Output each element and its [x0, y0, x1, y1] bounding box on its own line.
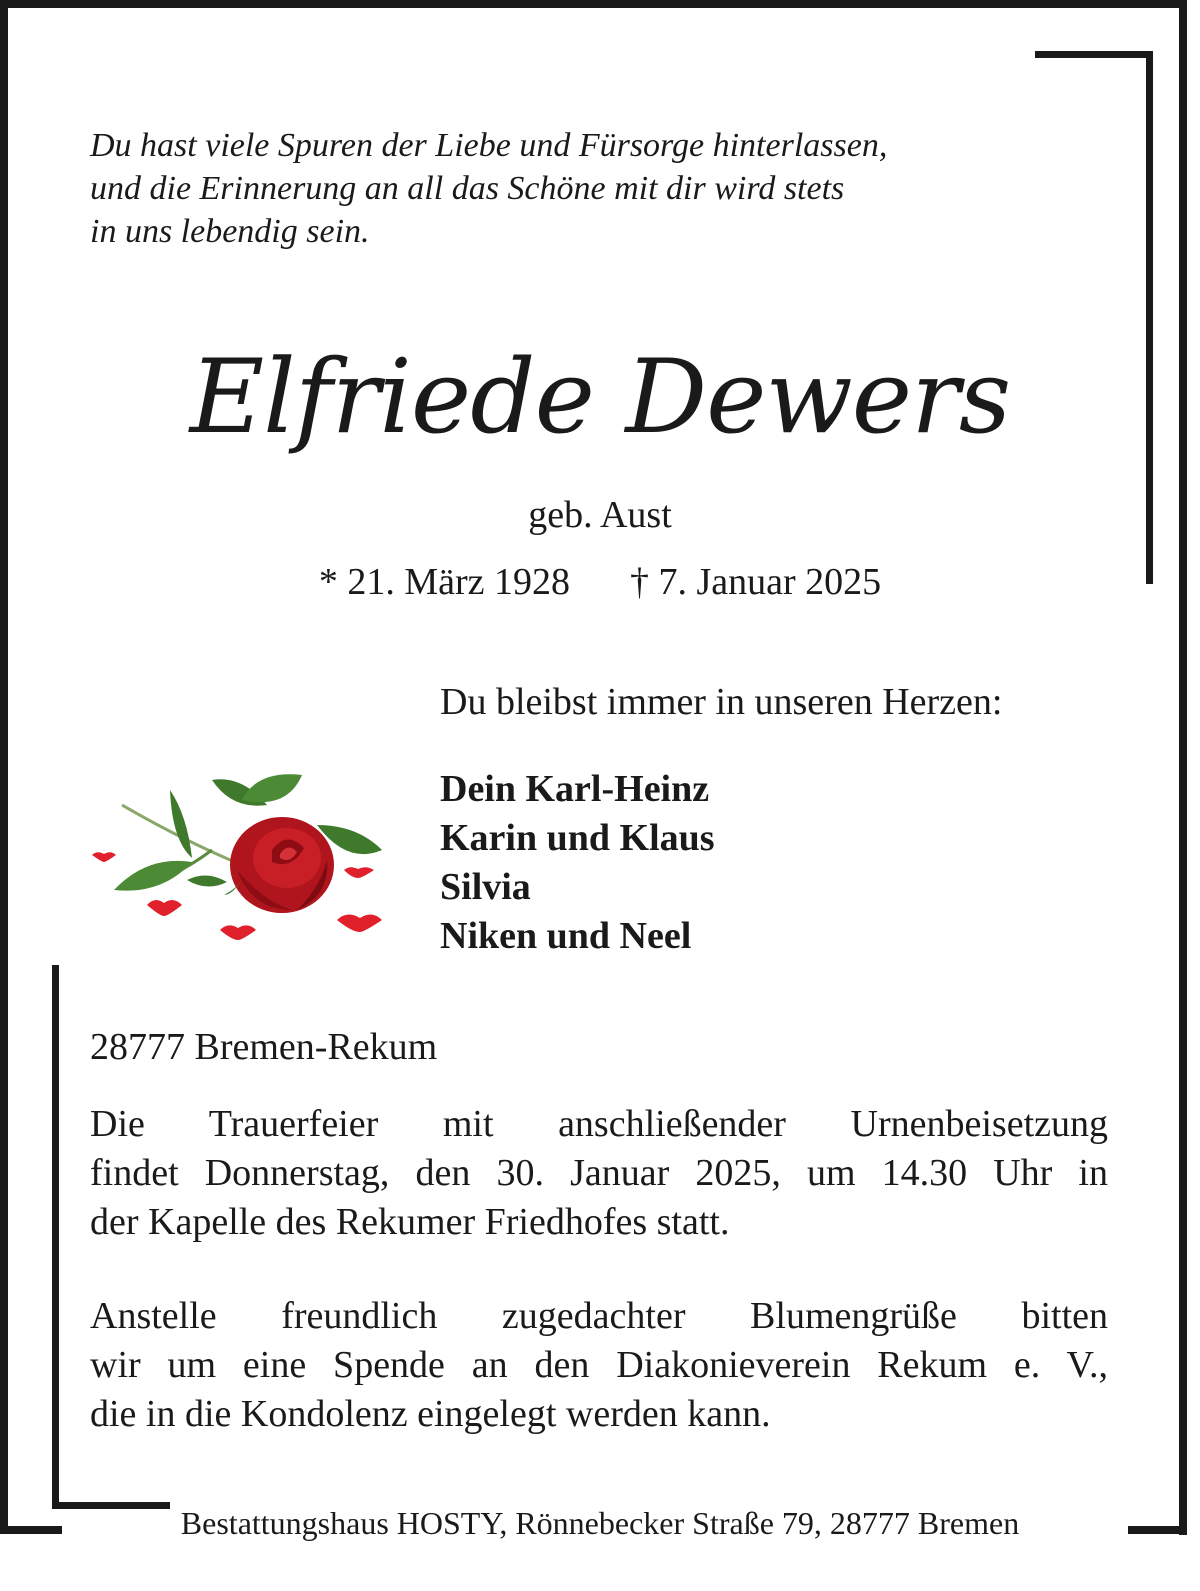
poem-line: in uns lebendig sein.	[90, 213, 370, 250]
birth-name: geb. Aust	[528, 494, 672, 536]
service-line: findet Donnerstag, den 30. Januar 2025, um 14.30 Uhr in	[90, 1152, 1108, 1194]
service-line: der Kapelle des Rekumer Friedhofes statt.	[90, 1201, 730, 1243]
donation-line: die in die Kondolenz eingelegt werden kann.	[90, 1393, 771, 1435]
donation-line: Anstelle freundlich zugedachter Blumengrüße bitten	[90, 1295, 1108, 1337]
death-date: † 7. Januar 2025	[630, 561, 882, 603]
poem-line: Du hast viele Spuren der Liebe und Fürsorge hinterlassen,	[90, 127, 888, 164]
residence-place: 28777 Bremen-Rekum	[90, 1026, 438, 1068]
mourner-name: Silvia	[440, 866, 531, 908]
top-right-bracket-horizontal	[1035, 51, 1153, 58]
mourners-intro: Du bleibst immer in unseren Herzen:	[440, 681, 1003, 723]
service-line: Die Trauerfeier mit anschließender Urnenbeisetzung	[90, 1103, 1108, 1145]
memorial-poem	[90, 124, 887, 253]
bottom-left-bracket-vertical	[52, 965, 59, 1509]
life-dates	[0, 560, 1200, 604]
poem-line: und die Erinnerung an all das Schöne mit dir wird stets	[90, 170, 845, 207]
mourner-name: Dein Karl-Heinz	[440, 768, 710, 810]
mourners-list	[440, 765, 715, 961]
frame-left-border	[0, 0, 8, 1532]
mourner-name: Niken und Neel	[440, 915, 692, 957]
deceased-name: Elfriede Dewers	[189, 338, 1011, 457]
donation-notice	[90, 1292, 1108, 1439]
frame-top-border	[0, 0, 1186, 8]
mourner-name: Karin und Klaus	[440, 817, 715, 859]
funeral-home-footer: Bestattungshaus HOSTY, Rönnebecker Straße 79, 28777 Bremen	[180, 1505, 1020, 1541]
donation-line: wir um eine Spende an den Diakonieverein Rekum e. V.,	[90, 1344, 1108, 1386]
service-notice	[90, 1100, 1108, 1247]
rose-icon	[92, 770, 392, 955]
birth-date: * 21. März 1928	[318, 561, 570, 603]
frame-right-border	[1179, 0, 1187, 1535]
